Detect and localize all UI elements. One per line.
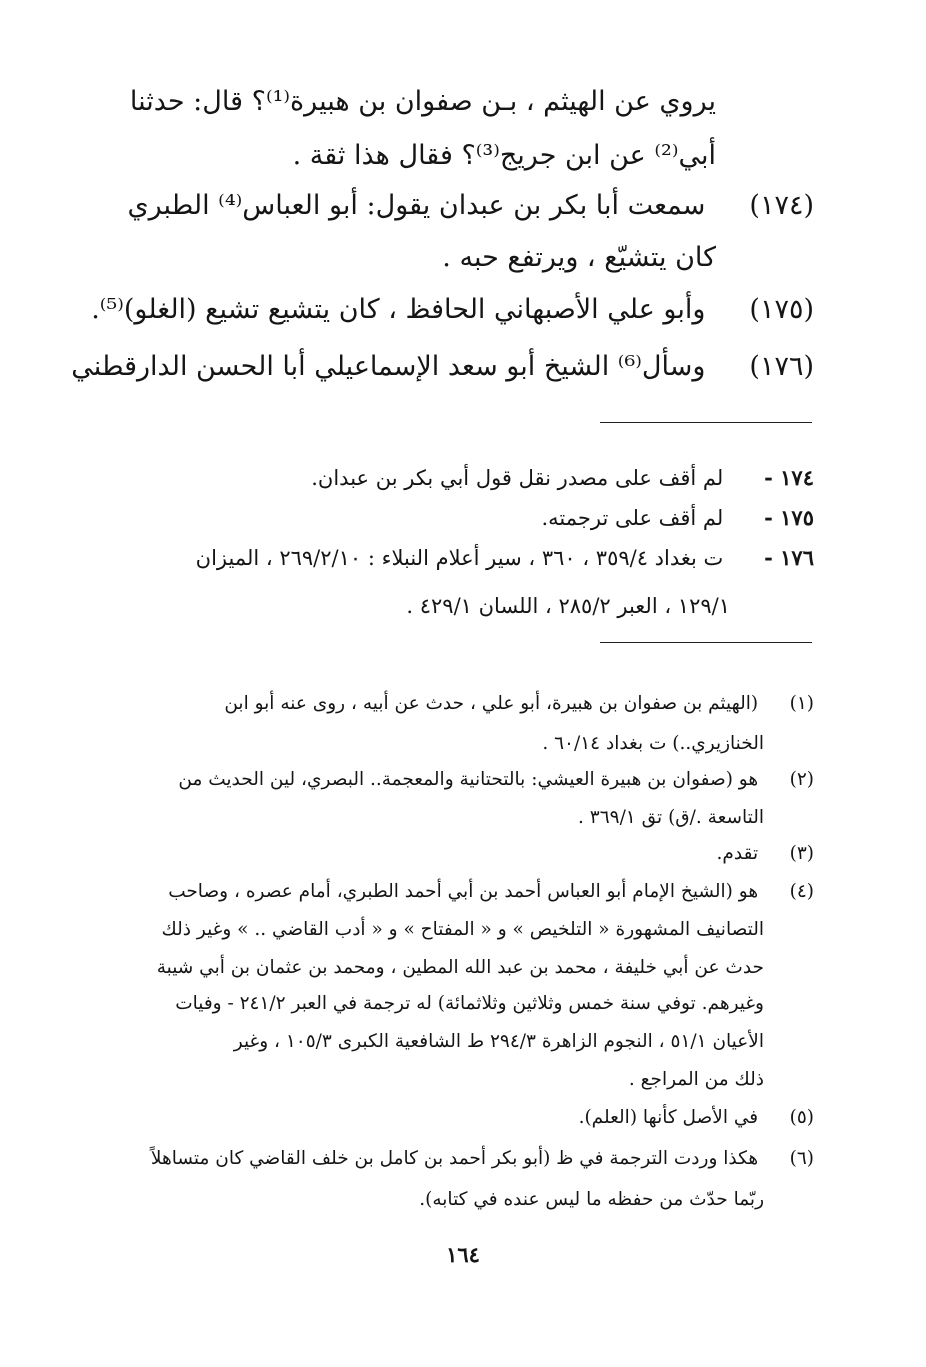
- main-text-line: [108, 238, 716, 282]
- footnote-number: (٦): [789, 1148, 814, 1169]
- footnote-line: [108, 840, 814, 870]
- entry-number: (١٧٥): [749, 294, 814, 325]
- entry-number: (١٧٤): [749, 190, 814, 221]
- main-text-content: سمعت أبا بكر بن عبدان يقول: أبو العباس⁽⁴⁾ الطبري: [127, 190, 706, 221]
- separator-rule: [600, 642, 812, 643]
- footnote-text: تقدم.: [716, 843, 759, 864]
- footnote-text: في الأصل كأنها (العلم).: [578, 1107, 759, 1128]
- footnote-text: (الهيثم بن صفوان بن هبيرة، أبو علي ، حدث عن أبيه ، روى عنه أبو ابن: [224, 693, 759, 714]
- entry-number: (١٧٦): [749, 351, 814, 382]
- footnote-line: [108, 1028, 764, 1058]
- footnote-text: ذلك من المراجع .: [628, 1069, 764, 1090]
- footnote-line: [108, 1104, 814, 1134]
- footnote-text: التصانيف المشهورة « التلخيص » و « المفتاح » و « أدب القاضي .. » وغير ذلك: [161, 919, 764, 940]
- source-note-number: ١٧٥ -: [764, 505, 814, 530]
- footnote-text: ربّما حدّث من حفظه ما ليس عنده في كتابه).: [419, 1189, 764, 1210]
- footnote-line: [108, 916, 764, 946]
- footnote-number: (٥): [789, 1107, 814, 1128]
- footnote-number: (١): [789, 693, 814, 714]
- footnote-line: [108, 878, 814, 908]
- source-note-text: لم أقف على ترجمته.: [541, 506, 724, 530]
- source-note-text: لم أقف على مصدر نقل قول أبي بكر بن عبدان.: [311, 466, 724, 490]
- source-note-line: [108, 463, 814, 495]
- footnote-line: [108, 954, 764, 984]
- footnote-text: هو (صفوان بن هبيرة العيشي: بالتحتانية والمعجمة.. البصري، لين الحديث من: [178, 769, 759, 790]
- footnote-line: [108, 730, 764, 760]
- source-note-text: ت بغداد ٣٥٩/٤ ، ٣٦٠ ، سير أعلام النبلاء : ٢٦٩/٢/١٠ ، الميزان: [195, 546, 724, 570]
- main-text-content: أبي⁽²⁾ عن ابن جريج⁽³⁾؟ فقال هذا ثقة .: [292, 140, 716, 171]
- source-note-number: ١٧٤ -: [764, 465, 814, 490]
- footnote-text: الأعيان ٥١/١ ، النجوم الزاهرة ٢٩٤/٣ ط الشافعية الكبرى ١٠٥/٣ ، وغير: [233, 1031, 764, 1052]
- source-note-line: [108, 591, 730, 623]
- footnote-text: حدث عن أبي خليفة ، محمد بن عبد الله المطين ، ومحمد بن عثمان بن أبي شيبة: [156, 957, 764, 978]
- main-text-content: وأبو علي الأصبهاني الحافظ ، كان يتشيع تشيع (الغلو)⁽⁵⁾.: [91, 294, 706, 325]
- footnote-line: [108, 1186, 764, 1216]
- footnote-text: التاسعة ./ق) تق ٣٦٩/١ .: [578, 807, 764, 828]
- footnote-text: الخنازيري..) ت بغداد ٦٠/١٤ .: [542, 733, 764, 754]
- main-text-line: [108, 186, 814, 230]
- footnote-line: [108, 1066, 764, 1096]
- main-text-content: يروي عن الهيثم ، بـن صفوان بن هبيرة⁽¹⁾؟ قال: حدثنا: [129, 86, 716, 117]
- footnote-number: (٣): [789, 843, 814, 864]
- footnote-line: [108, 990, 764, 1020]
- footnote-text: وغيرهم. توفي سنة خمس وثلاثين وثلاثمائة) له ترجمة في العبر ٢٤١/٢ - وفيات: [175, 993, 764, 1014]
- page-number: ١٦٤: [446, 1242, 480, 1267]
- main-text-line: [108, 136, 716, 180]
- separator-rule: [600, 422, 812, 423]
- main-text-line: [108, 82, 716, 126]
- footnote-number: (٢): [789, 769, 814, 790]
- source-note-line: [108, 543, 814, 575]
- footnote-line: [108, 804, 764, 834]
- source-note-line: [108, 503, 814, 535]
- source-note-text: ١٢٩/١ ، العبر ٢٨٥/٢ ، اللسان ٤٢٩/١ .: [406, 594, 730, 618]
- footnote-line: [108, 1145, 814, 1175]
- main-text-line: [71, 347, 814, 391]
- main-text-content: وسأل⁽⁶⁾ الشيخ أبو سعد الإسماعيلي أبا الحسن الدارقطني: [71, 351, 706, 382]
- main-text-content: كان يتشيّع ، ويرتفع حبه .: [442, 242, 716, 273]
- main-text-line: [91, 290, 814, 334]
- footnote-number: (٤): [789, 881, 814, 902]
- footnote-text: هكذا وردت الترجمة في ظ (أبو بكر أحمد بن كامل بن خلف القاضي كان متساهلاً: [150, 1148, 759, 1169]
- footnote-text: هو (الشيخ الإمام أبو العباس أحمد بن أبي أحمد الطبري، أمام عصره ، وصاحب: [168, 881, 759, 902]
- source-note-number: ١٧٦ -: [764, 545, 814, 570]
- footnote-line: [108, 690, 814, 720]
- footnote-line: [108, 766, 814, 796]
